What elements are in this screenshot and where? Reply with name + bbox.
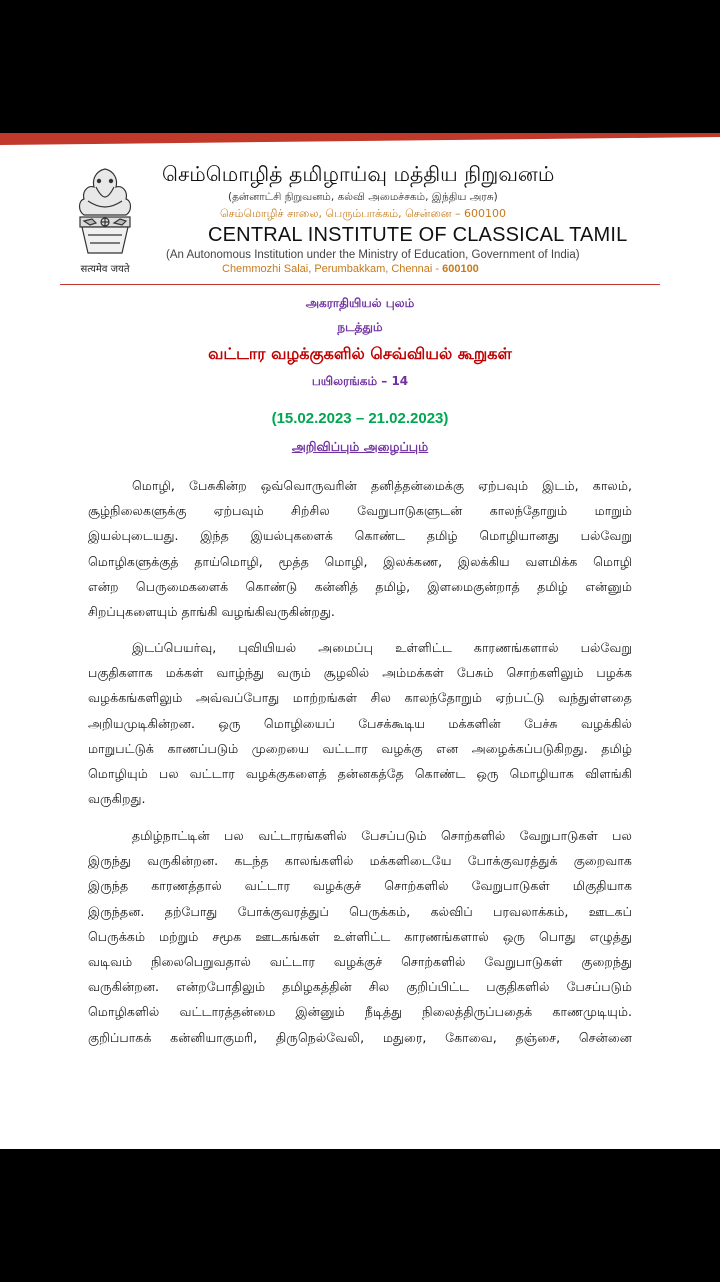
paragraph-line: பெருக்கம் மற்றும் சமூக ஊடகங்கள் உள்ளிட்ட காரணங்களால் ஒரு பொது எழுத்து [88, 928, 632, 944]
paragraph-line: அறியமுடிகின்றன. ஒரு மொழியைப் பேசக்கூடிய மக்களின் பேச்சு வழக்கில் [88, 715, 632, 731]
paragraph-line: என்ற பெருமைகளைக் கொண்டு கன்னித் தமிழ், இளமைகுன்றாத் தமிழ் என்னும் [88, 578, 632, 594]
paragraph-3 [88, 823, 632, 1050]
paragraph-line: பகுதிகளாக மக்கள் வாழ்ந்து வரும் சூழலில் அம்மக்கள் பேசும் சொற்களிலும் பழக்க [88, 665, 632, 681]
paragraph-line: இடப்பெயர்வு, புவியியல் அமைப்பு உள்ளிட்ட காரணங்களால் பல்வேறு [132, 640, 632, 655]
paragraph-line: மொழிகளில் வட்டாரத்தன்மை இன்னும் நீடித்து நிலைத்திருப்பதைக் காணமுடியும். [88, 1004, 632, 1020]
paragraph-line: மொழியும் பல வட்டார வழக்குகளைத் தன்னகத்தே கொண்ட ஒரு மொழியாக விளங்கி [88, 766, 632, 782]
paragraph-line: வருகிறது. [88, 791, 146, 807]
paragraph-2 [88, 635, 632, 811]
address-english-pin: 600100 [442, 263, 479, 275]
paragraph-line: வருகின்றன. என்றபோதிலும் தமிழகத்தின் சில குறிப்பிட்ட பகுதிகளில் பேசப்படும் [88, 979, 632, 995]
paragraph-line: சிறப்புகளையும் தாங்கி வழங்கிவருகின்றது. [88, 604, 335, 620]
paragraph-line: இருந்த காரணத்தால் வட்டார வழக்குச் சொற்களில் வேறுபாடுகள் மிகுதியாக [88, 878, 632, 894]
address-english-prefix: Chemmozhi Salai, Perumbakkam, Chennai - [222, 263, 443, 275]
paragraph-line: மாறுபட்டுக் காணப்படும் முறையை வட்டார வழக்கு என அழைக்கப்படுகிறது. தமிழ் [88, 740, 632, 756]
document-page [0, 133, 720, 1149]
paragraph-line: சூழ்நிலைகளுக்கு ஏற்பவும் சிற்சில வேறுபாடுகளுடன் காலந்தோறும் மாறும் [88, 503, 632, 519]
paragraph-line: தமிழ்நாட்டின் பல வட்டாரங்களில் பேசப்படும் சொற்களில் வேறுபாடுகள் பல [132, 828, 632, 843]
paragraph-line: இருந்தன. தற்போது போக்குவரத்துப் பெருக்கம், கல்விப் பரவலாக்கம், ஊடகப் [88, 903, 632, 919]
header-divider [60, 284, 660, 285]
department-name: அகராதியியல் புலம் [305, 296, 415, 310]
emblem-motto: सत्यमेव जयते [80, 264, 130, 275]
paragraph-line: மொழிகளுக்குத் தாய்மொழி, மூத்த மொழி, இலக்கண, இலக்கிய வளமிக்க மொழி [88, 553, 632, 569]
institute-subtitle-english: (An Autonomous Institution under the Ministry of Education, Government of India) [166, 249, 580, 261]
paragraph-1 [88, 473, 632, 624]
paragraph-line: இருந்து வருகின்றன. கடந்த காலங்களில் மக்களிடையே போக்குவரத்துக் குறைவாக [88, 853, 632, 869]
paragraph-line: மொழி, பேசுகின்ற ஒவ்வொருவரின் தனித்தன்மைக்கு ஏற்பவும் இடம், காலம், [132, 478, 632, 493]
organizes-label: நடத்தும் [337, 320, 383, 334]
institute-title-tamil: செம்மொழித் தமிழாய்வு மத்திய நிறுவனம் [162, 162, 555, 186]
institute-address-tamil: செம்மொழிச் சாலை, பெரும்பாக்கம், சென்னை – 600100 [220, 207, 506, 220]
event-title: வட்டார வழக்குகளில் செவ்வியல் கூறுகள் [208, 344, 512, 363]
institute-address-english [222, 263, 479, 275]
header-red-band [0, 133, 720, 145]
national-emblem-icon [66, 163, 144, 275]
paragraph-line: குறிப்பாகக் கன்னியாகுமரி, திருநெல்வேலி, மதுரை, கோவை, தஞ்சை, சென்னை [88, 1029, 632, 1045]
event-dates: (15.02.2023 – 21.02.2023) [271, 410, 449, 427]
paragraph-line: வழக்கங்களிலும் அவ்வப்போது மாற்றங்கள் சில காலந்தோறும் ஏற்பட்டு வந்துள்ளதை [88, 690, 632, 706]
institute-subtitle-tamil: (தன்னாட்சி நிறுவனம், கல்வி அமைச்சகம், இந்திய அரசு) [228, 191, 498, 203]
institute-title-english: CENTRAL INSTITUTE OF CLASSICAL TAMIL [208, 224, 628, 246]
paragraph-line: வடிவம் நிலைபெறுவதால் வட்டார வழக்குச் சொற்களில் வேறுபாடுகள் குறைந்து [88, 954, 632, 970]
paragraph-line: இயல்புடையது. இந்த இயல்புகளைக் கொண்ட தமிழ் மொழியானது பல்வேறு [88, 528, 632, 544]
notice-heading: அறிவிப்பும் அழைப்பும் [291, 439, 429, 454]
workshop-number: பயிலரங்கம் – 14 [311, 374, 409, 388]
